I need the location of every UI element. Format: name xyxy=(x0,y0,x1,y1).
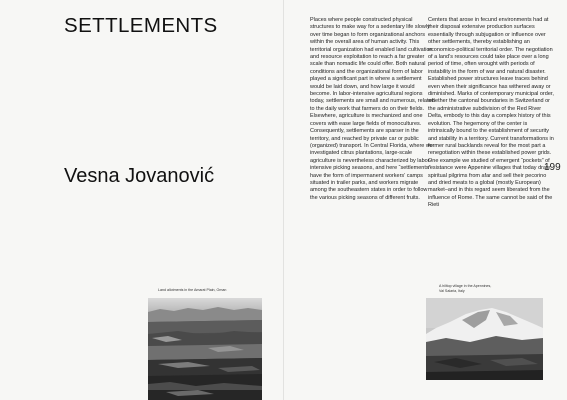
photo-apennines-village xyxy=(426,298,543,380)
body-text-column-1: Places where people constructed physical structures to make way for a sedentary life slowly over time began to form organizational anchors within the overall area of human activity. This territorial organization had enabled land cultivation and resource exploitation to reach a far greater scale than nomadic life could offer. Both natural conditions and the organizational form of labor played a significant part in where a settlement would be laid down, and how large it would become. In labor-intensive agricultural regions today, settlements are small and numerous, related to the daily work that farmers do on their fields. Elsewhere, agriculture is mechanized and one covers with ease large fields of monocultures. Consequently, settlements are sparser in the territory, and reached by private car or public (organized) transport. In Central Florida, where we investigated citrus plantations, large-scale agriculture is nevertheless characterized by labor-intensive picking seasons, and here “settlements” have the form of impermanent workers’ camps situated in trailer parks, and workers migrate among the southeastern states in order to follow the various picking seasons of different fruits. xyxy=(310,17,435,201)
page-gutter xyxy=(283,0,284,400)
photo-caption-line: Val Salaria, Italy xyxy=(439,289,465,293)
body-text-column-2: Centers that arose in fecund environments had at their disposal extensive production surfaces essentially through subjugation or influence over other settlements, thereby establishing an economico-political territorial order. The negotiation of a land’s resources could take place over a long period of time, often wrought with periods of instability in the form of war and natural disaster. Established power structures leave traces behind even when their significance has withered away or diminished. Marks of contemporary municipal order, whether the cantonal boundaries in Switzerland or the administrative subdivision of the Red River Delta, embody to this day a complex history of this evolution. The hegemony of the center is intrinsically bound to the establishment of security and stability in a territory. Current transformations in former rural backlands reveal for the most part a renegotiation within these established power grids. One example we studied of emergent “pockets” of resistance were Appenine villages that today draw spiritual pilgrims from afar and sell their pecorino and dried meats to a global (mostly European) market–and in this regard seem liberated from the influence of Rome. The same cannot be said of the Rieti xyxy=(428,17,554,209)
chapter-title: SETTLEMENTS xyxy=(64,14,218,37)
page-number: 199 xyxy=(544,162,561,173)
photo-caption-oman: Land allotments in the Amarat Plain, Oman xyxy=(158,288,227,292)
author-name: Vesna Jovanović xyxy=(64,165,215,187)
photo-caption-apennines xyxy=(439,284,491,294)
photo-caption-line: A hilltop village in the Apennines, xyxy=(439,284,492,288)
photo-amarat-plain xyxy=(148,298,262,400)
